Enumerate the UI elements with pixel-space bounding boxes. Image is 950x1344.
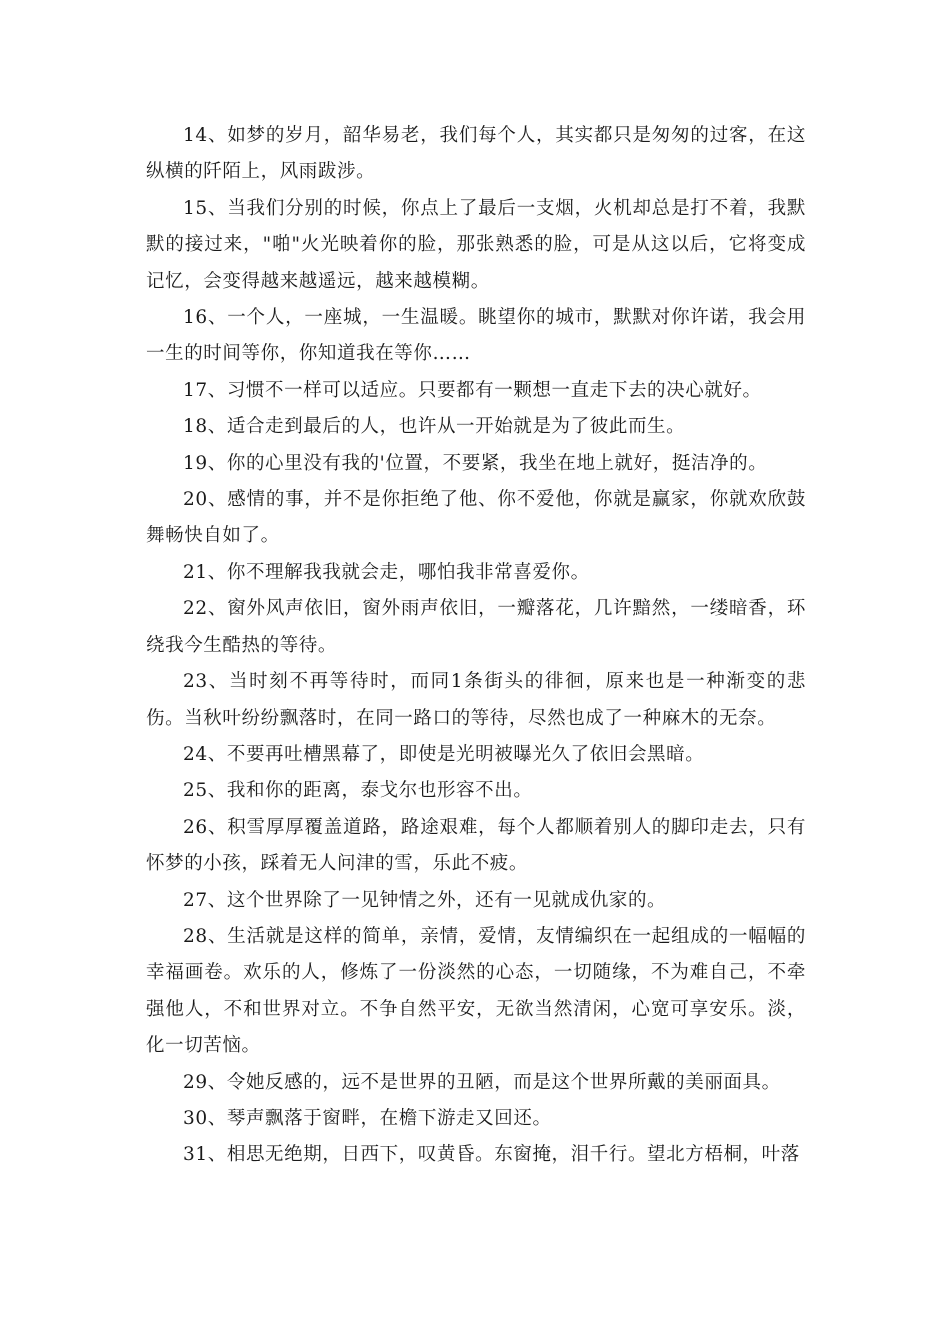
paragraph-15: 15、当我们分别的时候，你点上了最后一支烟，火机却总是打不着，我默默的接过来，"啪"火光映着你的脸，那张熟悉的脸，可是从这以后，它将变成记忆，会变得越来越遥远，越来越模糊。 [146,197,806,292]
paragraph-14: 14、如梦的岁月，韶华易老，我们每个人，其实都只是匆匆的过客，在这纵横的阡陌上，风雨跋涉。 [146,125,806,183]
paragraph-18: 18、适合走到最后的人，也许从一开始就是为了彼此而生。 [183,416,686,438]
paragraph-24: 24、不要再吐槽黑幕了，即使是光明被曝光久了依旧会黑暗。 [183,743,705,765]
paragraph-31: 31、相思无绝期，日西下，叹黄昏。东窗掩，泪千行。望北方梧桐，叶落 [183,1144,800,1166]
paragraph-17: 17、习惯不一样可以适应。只要都有一颗想一直走下去的决心就好。 [183,379,762,401]
paragraph-21: 21、你不理解我我就会走，哪怕我非常喜爱你。 [183,561,590,583]
paragraph-25: 25、我和你的距离，泰戈尔也形容不出。 [183,780,533,802]
paragraph-16: 16、一个人，一座城，一生温暖。眺望你的城市，默默对你许诺，我会用一生的时间等你，你知道我在等你…… [146,307,806,365]
paragraph-23: 23、当时刻不再等待时，而同1条街头的徘徊，原来也是一种渐变的悲伤。当秋叶纷纷飘落时，在同一路口的等待，尽然也成了一种麻木的无奈。 [146,671,806,729]
paragraph-26: 26、积雪厚厚覆盖道路，路途艰难，每个人都顺着别人的脚印走去，只有怀梦的小孩，踩着无人问津的雪，乐此不疲。 [146,816,806,875]
paragraph-22: 22、窗外风声依旧，窗外雨声依旧，一瓣落花，几许黯然，一缕暗香，环绕我今生酷热的等待。 [146,598,806,656]
paragraph-27: 27、这个世界除了一见钟情之外，还有一见就成仇家的。 [183,889,667,911]
paragraph-29: 29、令她反感的，远不是世界的丑陋，而是这个世界所戴的美丽面具。 [183,1071,781,1093]
paragraph-19: 19、你的心里没有我的'位置，不要紧，我坐在地上就好，挺洁净的。 [183,452,768,474]
paragraph-30: 30、琴声飘落于窗畔，在檐下游走又回还。 [183,1107,552,1129]
document-body [146,118,806,1174]
paragraph-28: 28、生活就是这样的简单，亲情，爱情，友情编织在一起组成的一幅幅的幸福画卷。欢乐的人，修炼了一份淡然的心态，一切随缘，不为难自己，不牵强他人，不和世界对立。不争自然平安，无欲当然清闲，心宽可享安乐。淡，化一切苦恼。 [146,925,806,1057]
paragraph-20: 20、感情的事，并不是你拒绝了他、你不爱他，你就是赢家，你就欢欣鼓舞畅快自如了。 [146,489,806,547]
